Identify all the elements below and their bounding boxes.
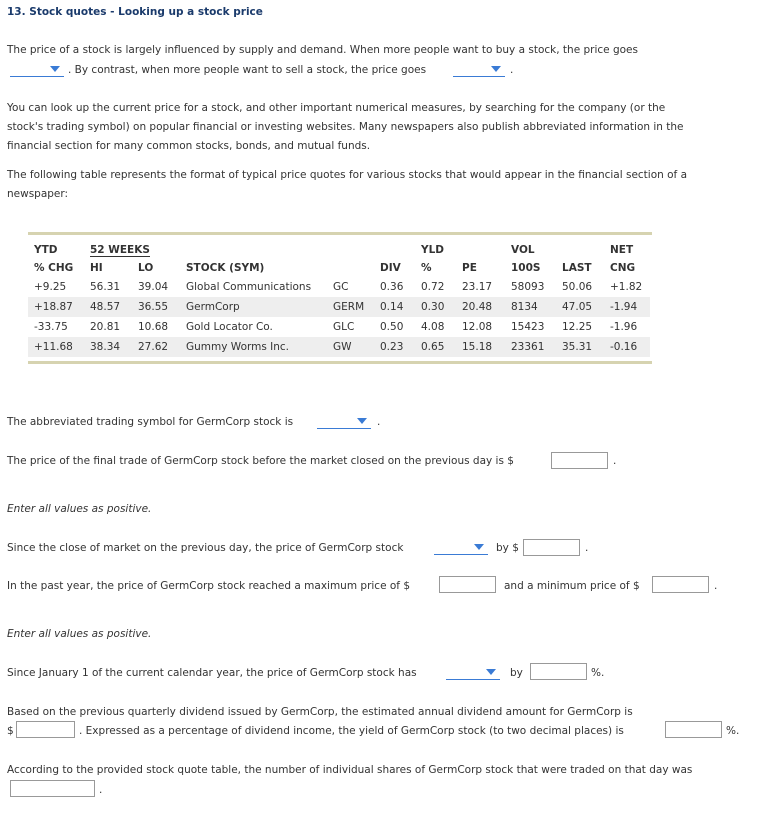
header-vol: VOL — [511, 244, 535, 256]
cell-pe: 15.18 — [462, 337, 511, 357]
q-change-text: Since the close of market on the previous day, the price of GermCorp stock — [7, 542, 404, 554]
cell-vol: 58093 — [511, 281, 545, 293]
price-down-dropdown[interactable] — [453, 64, 505, 77]
cell-last: 35.31 — [562, 337, 610, 357]
cell-div: 0.36 — [380, 281, 404, 293]
q-vol-text: According to the provided stock quote table, the number of individual shares of GermCorp stock that were traded on that day was — [7, 764, 693, 776]
chevron-down-icon — [491, 66, 501, 72]
intro-line1: The price of a stock is largely influenced by supply and demand. When more people want to buy a stock, the price goes — [7, 44, 638, 56]
cell-yld: 0.65 — [421, 337, 462, 357]
header-hi: HI — [90, 262, 103, 274]
cell-stock: Gold Locator Co. — [186, 321, 273, 333]
cell-stock: Gummy Worms Inc. — [186, 337, 333, 357]
note-positive-2: Enter all values as positive. — [7, 628, 152, 640]
q-vol-end: . — [99, 784, 103, 796]
header-net: NET — [610, 244, 634, 256]
cell-div: 0.50 — [380, 321, 404, 333]
ytd-direction-dropdown[interactable] — [446, 667, 500, 680]
q-div-line2: . Expressed as a percentage of dividend income, the yield of GermCorp stock (to two decimal places) is — [79, 725, 624, 737]
min-price-input[interactable] — [652, 576, 709, 593]
q-ytd-by: by — [510, 667, 523, 679]
header-yld: YLD — [421, 244, 445, 256]
cell-lo: 27.62 — [138, 337, 186, 357]
header-lo: LO — [138, 262, 154, 274]
change-direction-dropdown[interactable] — [434, 542, 488, 555]
cell-pe: 12.08 — [462, 321, 493, 333]
header-last: LAST — [562, 262, 592, 274]
header-cng: CNG — [610, 262, 636, 274]
chevron-down-icon — [486, 669, 496, 675]
q-symbol-end: . — [377, 416, 381, 428]
cell-vol: 23361 — [511, 337, 562, 357]
cell-sym: GLC — [333, 321, 355, 333]
header-ytd: YTD — [34, 244, 58, 256]
cell-yld: 0.72 — [421, 281, 445, 293]
cell-last: 12.25 — [562, 321, 593, 333]
table-row — [28, 337, 650, 357]
para2-line2: stock's trading symbol) on popular financial or investing websites. Many newspapers also publish abbreviated information in the — [7, 121, 684, 133]
header-div: DIV — [380, 262, 401, 274]
annual-dividend-input[interactable] — [16, 721, 75, 738]
intro-line2: . By contrast, when more people want to sell a stock, the price goes — [68, 64, 427, 76]
cell-vol: 8134 — [511, 297, 562, 317]
cell-ytd: +18.87 — [34, 297, 90, 317]
header-stock: STOCK (SYM) — [186, 262, 265, 274]
chevron-down-icon — [474, 544, 484, 550]
stock-quote-table — [28, 232, 652, 364]
chevron-down-icon — [50, 66, 60, 72]
header-vol100: 100S — [511, 262, 541, 274]
question-title: 13. Stock quotes - Looking up a stock price — [7, 6, 263, 18]
price-up-dropdown[interactable] — [10, 64, 64, 77]
cell-net: -0.16 — [610, 337, 650, 357]
cell-stock: GermCorp — [186, 297, 333, 317]
q-change-end: . — [585, 542, 589, 554]
cell-vol: 15423 — [511, 321, 545, 333]
cell-hi: 56.31 — [90, 281, 121, 293]
cell-net: -1.96 — [610, 321, 638, 333]
cell-ytd: +9.25 — [34, 281, 67, 293]
table-row — [28, 277, 650, 297]
cell-last: 50.06 — [562, 281, 593, 293]
header-yld-pct: % — [421, 262, 432, 274]
para3-line1: The following table represents the format of typical price quotes for various stocks that would appear in the financial section of a — [7, 169, 688, 181]
header-pct-chg: % CHG — [34, 262, 74, 274]
cell-net: +1.82 — [610, 281, 643, 293]
cell-hi: 20.81 — [90, 321, 121, 333]
q-price-text: The price of the final trade of GermCorp stock before the market closed on the previous day is $ — [7, 455, 514, 467]
cell-sym: GW — [333, 337, 380, 357]
cell-last: 47.05 — [562, 297, 610, 317]
header-52weeks: 52 WEEKS — [90, 244, 150, 256]
q-div-line1: Based on the previous quarterly dividend issued by GermCorp, the estimated annual dividend amount for GermCorp is — [7, 706, 633, 718]
q-ytd-text: Since January 1 of the current calendar year, the price of GermCorp stock has — [7, 667, 417, 679]
para3-line2: newspaper: — [7, 188, 69, 200]
cell-hi: 38.34 — [90, 337, 138, 357]
cell-div: 0.14 — [380, 297, 421, 317]
cell-hi: 48.57 — [90, 297, 138, 317]
q-change-by: by $ — [496, 542, 519, 554]
cell-sym: GC — [333, 281, 349, 293]
cell-yld: 0.30 — [421, 297, 462, 317]
cell-lo: 36.55 — [138, 297, 186, 317]
cell-lo: 10.68 — [138, 321, 169, 333]
ytd-percent-input[interactable] — [530, 663, 587, 680]
cell-yld: 4.08 — [421, 321, 445, 333]
symbol-dropdown[interactable] — [317, 416, 371, 429]
yield-percent-input[interactable] — [665, 721, 722, 738]
q-range-end: . — [714, 580, 718, 592]
q-symbol-text: The abbreviated trading symbol for GermCorp stock is — [7, 416, 294, 428]
cell-net: -1.94 — [610, 297, 650, 317]
cell-stock: Global Communications — [186, 281, 312, 293]
intro-period: . — [510, 64, 514, 76]
note-positive: Enter all values as positive. — [7, 503, 152, 515]
para2-line1: You can look up the current price for a stock, and other important numerical measures, by searching for the company (or the — [7, 102, 666, 114]
max-price-input[interactable] — [439, 576, 496, 593]
shares-traded-input[interactable] — [10, 780, 95, 797]
para2-line3: financial section for many common stocks, bonds, and mutual funds. — [7, 140, 371, 152]
table-row — [28, 317, 650, 337]
cell-ytd: +11.68 — [34, 337, 90, 357]
q-ytd-pct: %. — [591, 667, 605, 679]
cell-div: 0.23 — [380, 337, 421, 357]
q-range-text: In the past year, the price of GermCorp stock reached a maximum price of $ — [7, 580, 411, 592]
cell-lo: 39.04 — [138, 281, 169, 293]
q-range-min: and a minimum price of $ — [504, 580, 640, 592]
cell-pe: 20.48 — [462, 297, 511, 317]
header-pe: PE — [462, 262, 477, 274]
cell-ytd: -33.75 — [34, 321, 68, 333]
change-amount-input[interactable] — [523, 539, 580, 556]
q-price-end: . — [613, 455, 617, 467]
q-div-pct: %. — [726, 725, 740, 737]
table-row — [28, 297, 650, 317]
chevron-down-icon — [357, 418, 367, 424]
q-div-dollar: $ — [7, 725, 14, 737]
last-price-input[interactable] — [551, 452, 608, 469]
cell-sym: GERM — [333, 297, 380, 317]
cell-pe: 23.17 — [462, 281, 493, 293]
